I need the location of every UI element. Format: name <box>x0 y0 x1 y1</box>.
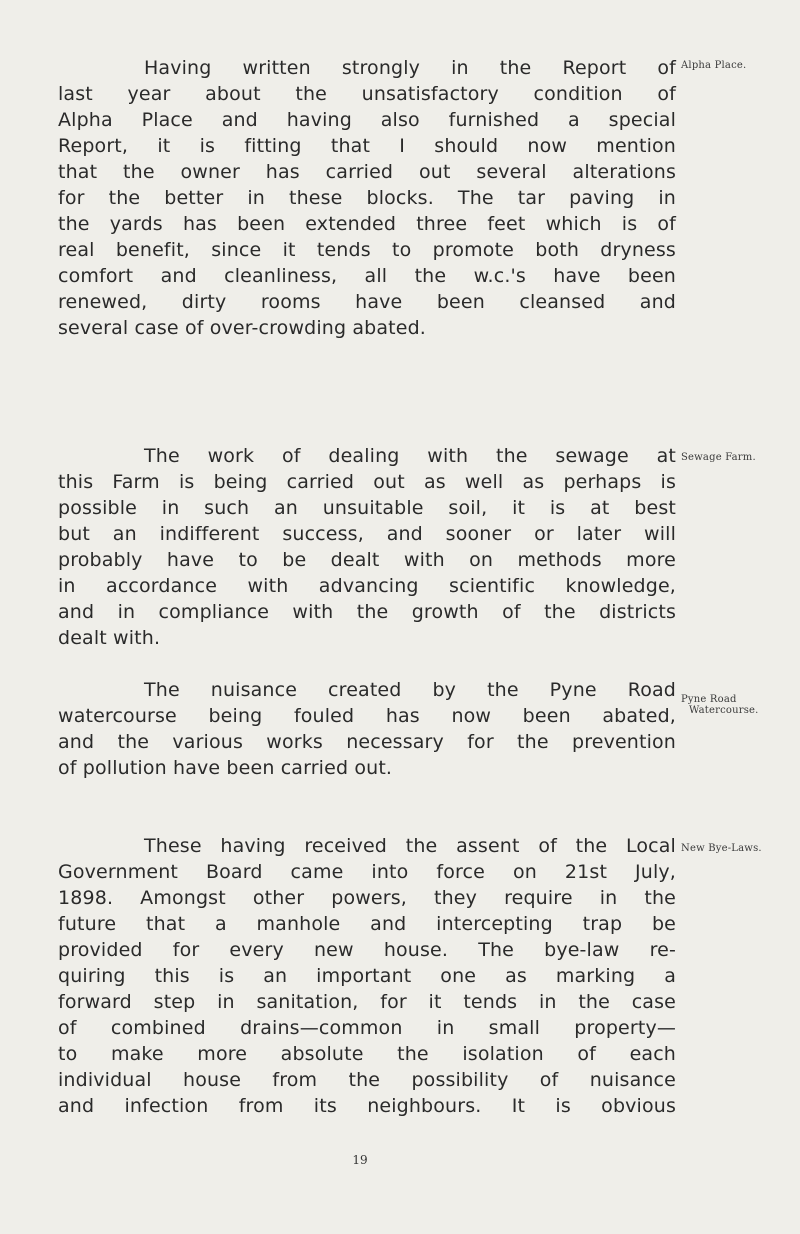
text-line: in accordance with advancing scientific knowledge, <box>58 575 676 597</box>
text-line: this Farm is being carried out as well as perhaps is <box>58 471 676 493</box>
paragraph-alpha-place <box>58 55 676 341</box>
margin-note-pyne-road-watercourse <box>681 694 799 716</box>
text-line: and the various works necessary for the prevention <box>58 731 676 753</box>
margin-note-line: New Bye-Laws. <box>681 843 762 854</box>
text-line: Report, it is fitting that I should now mention <box>58 135 676 157</box>
text-line: of pollution have been carried out. <box>58 757 393 779</box>
text-line: and in compliance with the growth of the districts <box>58 601 676 623</box>
text-line: The work of dealing with the sewage at <box>144 445 676 467</box>
text-line: Government Board came into force on 21st July, <box>58 861 676 883</box>
text-line: individual house from the possibility of nuisance <box>58 1069 676 1091</box>
margin-note-line: Watercourse. <box>689 705 759 716</box>
paragraph-pyne-road <box>58 677 676 781</box>
paragraph-sewage-farm <box>58 443 676 651</box>
text-line: but an indifferent success, and sooner or later will <box>58 523 676 545</box>
text-line: to make more absolute the isolation of each <box>58 1043 676 1065</box>
text-line: provided for every new house. The bye-law re- <box>58 939 676 961</box>
page-number: 19 <box>352 1153 368 1167</box>
margin-note-line: Sewage Farm. <box>681 452 756 463</box>
text-line: last year about the unsatisfactory condition of <box>58 83 676 105</box>
text-line: for the better in these blocks. The tar paving in <box>58 187 676 209</box>
text-line: These having received the assent of the Local <box>144 835 676 857</box>
margin-note-alpha-place <box>681 60 799 71</box>
text-line: probably have to be dealt with on methods more <box>58 549 676 571</box>
text-line: watercourse being fouled has now been abated, <box>58 705 676 727</box>
paragraph-new-bye-laws <box>58 833 676 1119</box>
text-line: that the owner has carried out several alterations <box>58 161 676 183</box>
text-line: Alpha Place and having also furnished a special <box>58 109 676 131</box>
text-line: real benefit, since it tends to promote both dryness <box>58 239 676 261</box>
text-line: and infection from its neighbours. It is obvious <box>58 1095 676 1117</box>
text-line: of combined drains—common in small property— <box>58 1017 676 1039</box>
text-line: The nuisance created by the Pyne Road <box>144 679 676 701</box>
margin-note-line: Pyne Road <box>681 694 737 705</box>
text-line: comfort and cleanliness, all the w.c.'s have been <box>58 265 676 287</box>
text-line: future that a manhole and intercepting trap be <box>58 913 676 935</box>
margin-note-sewage-farm <box>681 452 799 463</box>
text-line: renewed, dirty rooms have been cleansed and <box>58 291 676 313</box>
text-line: several case of over-crowding abated. <box>58 317 426 339</box>
text-line: Having written strongly in the Report of <box>144 57 676 79</box>
text-line: possible in such an unsuitable soil, it is at best <box>58 497 676 519</box>
text-line: 1898. Amongst other powers, they require in the <box>58 887 676 909</box>
text-line: quiring this is an important one as marking a <box>58 965 676 987</box>
margin-note-new-bye-laws <box>681 843 799 854</box>
margin-note-line: Alpha Place. <box>681 60 747 71</box>
text-line: dealt with. <box>58 627 161 649</box>
text-line: forward step in sanitation, for it tends in the case <box>58 991 676 1013</box>
text-line: the yards has been extended three feet which is of <box>58 213 676 235</box>
